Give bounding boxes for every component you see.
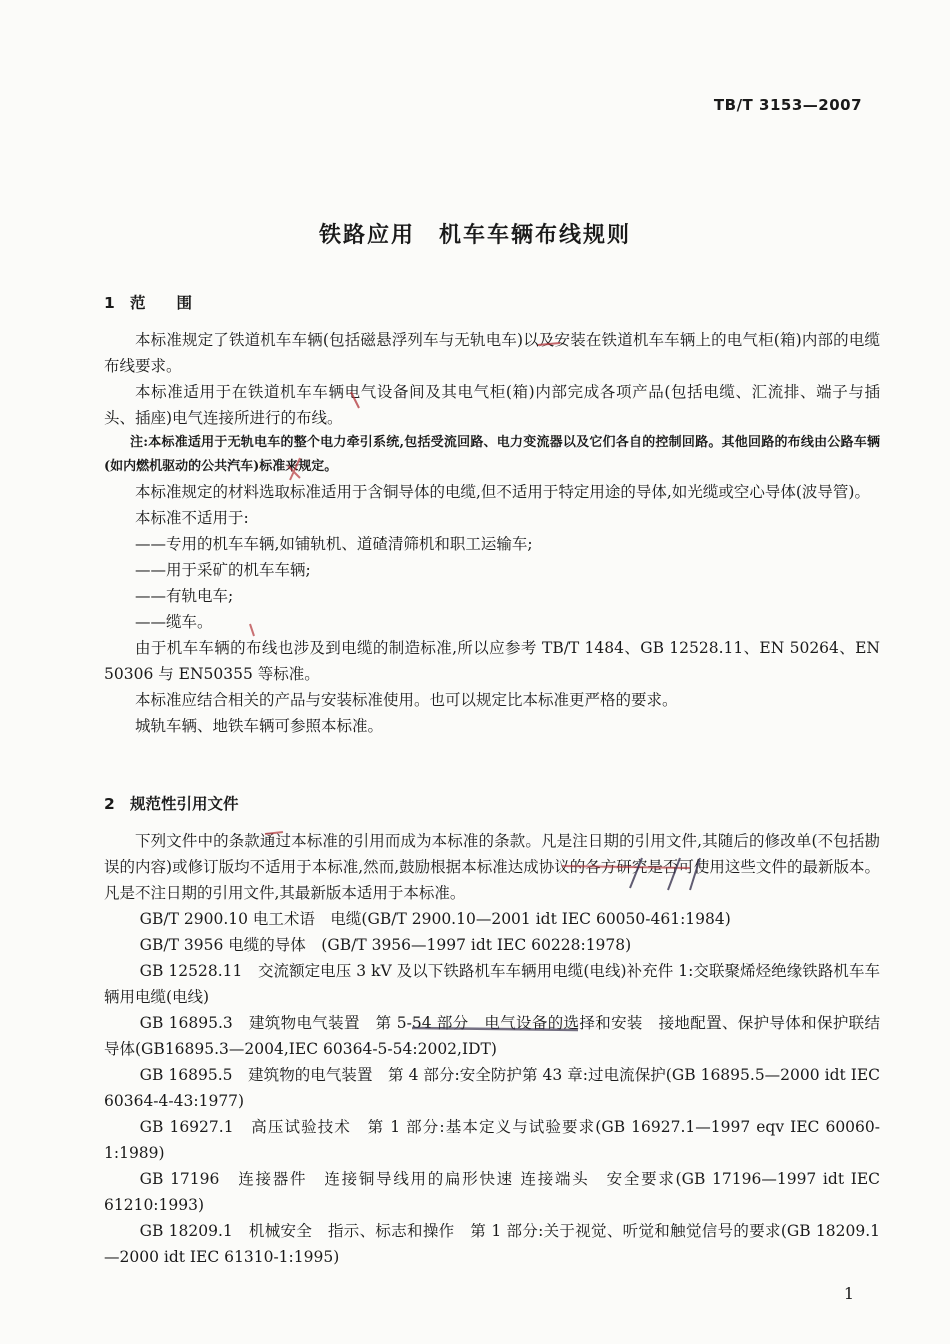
list-item: ——专用的机车车辆,如铺轨机、道碴清筛机和职工运输车; <box>135 535 533 553</box>
reference-item: GB/T 2900.10 电工术语 电缆(GB/T 2900.10—2001 idt IEC 60050-461:1984) <box>139 910 731 928</box>
paragraph: 本标准规定的材料选取标准适用于含铜导体的电缆,但不适用于特定用途的导体,如光缆或空心导体(波导管)。 <box>135 483 870 501</box>
note-paragraph: 注:本标准适用于无轨电车的整个电力牵引系统,包括受流回路、电力变流器以及它们各自的控制回路。其他回路的布线由公路车辆(如内燃机驱动的公共汽车)标准来规定。 <box>104 435 880 474</box>
section-1-title: 范 围 <box>130 294 193 312</box>
list-item: ——缆车。 <box>135 613 213 631</box>
standard-code: TB/T 3153—2007 <box>713 96 862 114</box>
paragraph: 本标准应结合相关的产品与安装标准使用。也可以规定比本标准更严格的要求。 <box>135 691 678 709</box>
section-2-title: 规范性引用文件 <box>130 795 239 813</box>
section-2-body <box>104 828 880 1270</box>
reference-item: GB 16895.3 建筑物电气装置 第 5-54 部分 电气设备的选择和安装 接地配置、保护导体和保护联结导体(GB16895.3—2004,IEC 60364-5-54:2002,IDT) <box>104 1014 880 1058</box>
reference-item: GB/T 3956 电缆的导体 (GB/T 3956—1997 idt IEC 60228:1978) <box>139 936 632 954</box>
section-1-number: 1 <box>104 294 115 312</box>
paragraph: 本标准适用于在铁道机车车辆电气设备间及其电气柜(箱)内部完成各项产品(包括电缆、汇流排、端子与插头、插座)电气连接所进行的布线。 <box>104 383 880 427</box>
paragraph: 城轨车辆、地铁车辆可参照本标准。 <box>135 717 384 735</box>
reference-item: GB 16927.1 高压试验技术 第 1 部分:基本定义与试验要求(GB 16927.1—1997 eqv IEC 60060-1:1989) <box>104 1118 880 1162</box>
reference-item: GB 12528.11 交流额定电压 3 kV 及以下铁路机车车辆用电缆(电线)补充件 1:交联聚烯烃绝缘铁路机车车辆用电缆(电线) <box>104 962 880 1006</box>
paragraph: 由于机车车辆的布线也涉及到电缆的制造标准,所以应参考 TB/T 1484、GB 12528.11、EN 50264、EN 50306 与 EN50355 等标准。 <box>104 639 880 683</box>
reference-item: GB 16895.5 建筑物的电气装置 第 4 部分:安全防护第 43 章:过电流保护(GB 16895.5—2000 idt IEC 60364-4-43:1977) <box>104 1066 880 1110</box>
section-2-heading <box>104 792 239 814</box>
section-2-number: 2 <box>104 795 115 813</box>
list-item: ——用于采矿的机车车辆; <box>135 561 311 579</box>
document-title: 铁路应用 机车车辆布线规则 <box>318 223 631 248</box>
reference-item: GB 18209.1 机械安全 指示、标志和操作 第 1 部分:关于视觉、听觉和触觉信号的要求(GB 18209.1—2000 idt IEC 61310-1:1995) <box>104 1222 880 1266</box>
section-1-body <box>104 327 880 739</box>
paragraph: 本标准不适用于: <box>135 509 249 527</box>
paragraph: 下列文件中的条款通过本标准的引用而成为本标准的条款。凡是注日期的引用文件,其随后的修改单(不包括勘误的内容)或修订版均不适用于本标准,然而,鼓励根据本标准达成协议的各方研究是否可使用这些文件的最新版本。凡是不注日期的引用文件,其最新版本适用于本标准。 <box>104 832 880 902</box>
page-number: 1 <box>843 1284 854 1303</box>
list-item: ——有轨电车; <box>135 587 234 605</box>
paragraph: 本标准规定了铁道机车车辆(包括磁悬浮列车与无轨电车)以及安装在铁道机车车辆上的电气柜(箱)内部的电缆布线要求。 <box>104 331 880 375</box>
reference-item: GB 17196 连接器件 连接铜导线用的扁形快速 连接端头 安全要求(GB 17196—1997 idt IEC 61210:1993) <box>104 1170 880 1214</box>
section-1-heading <box>104 291 192 313</box>
